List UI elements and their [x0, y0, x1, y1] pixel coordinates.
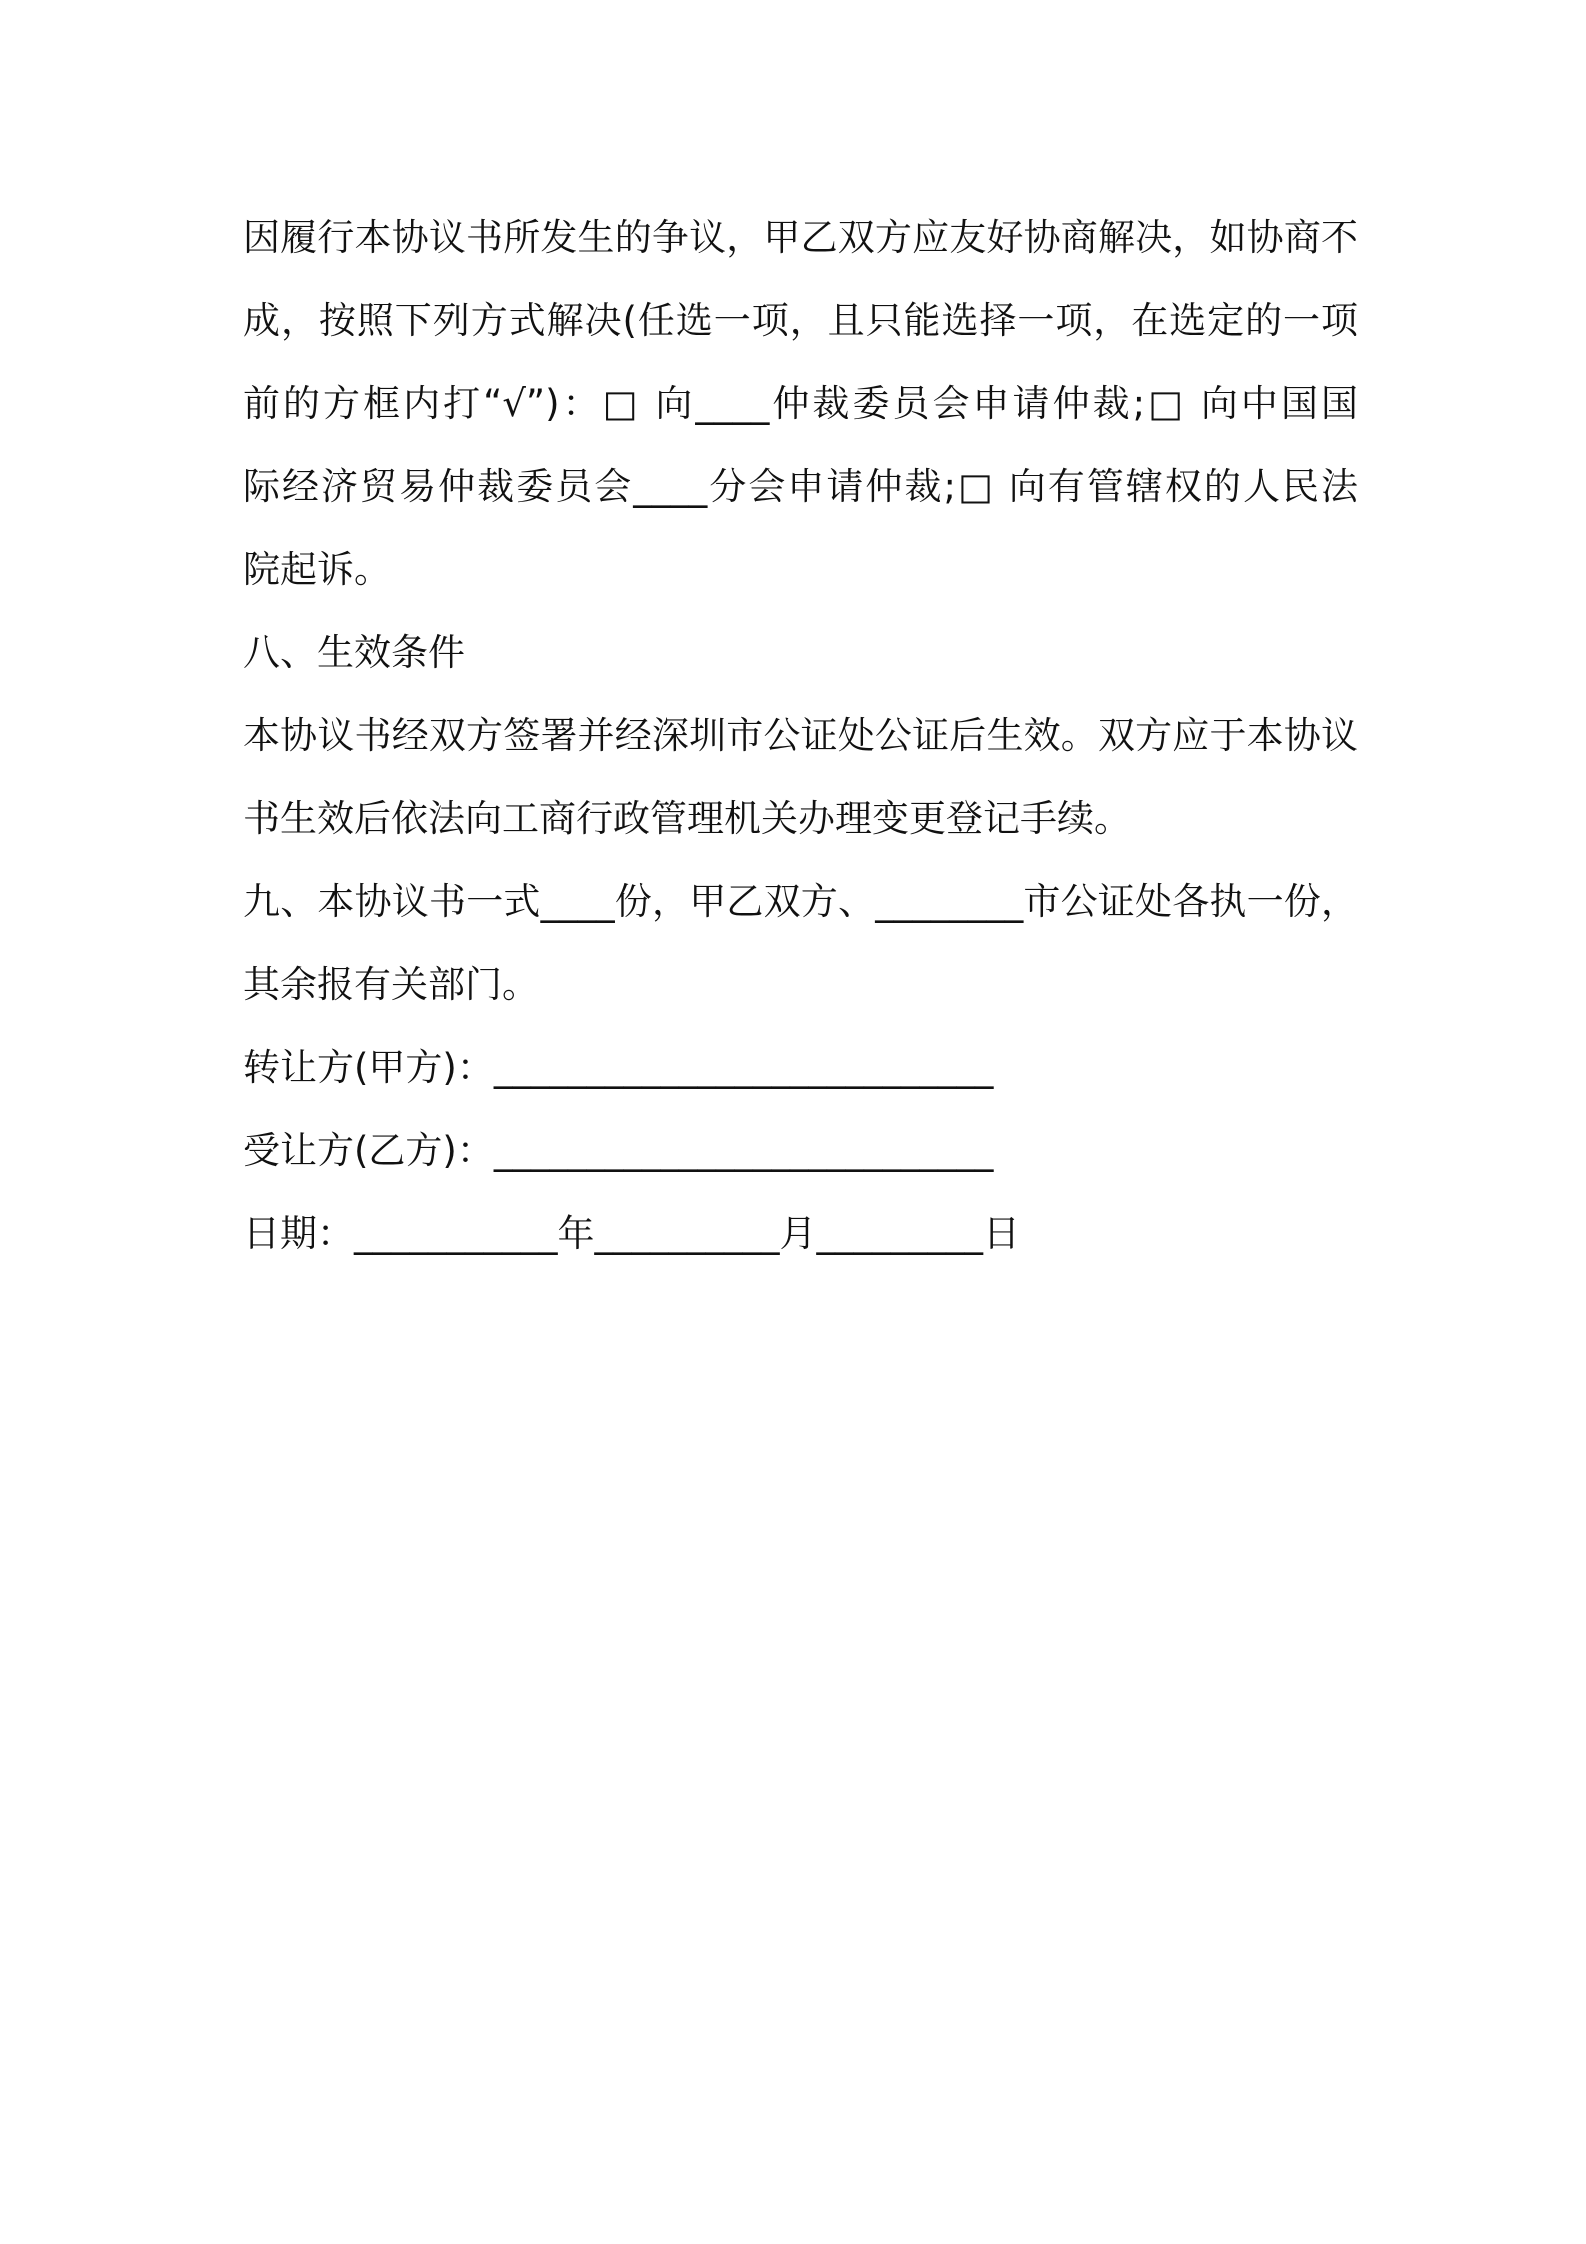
effective-conditions-paragraph [243, 694, 1358, 860]
date-line: 日期：___________年__________月_________日 [243, 1212, 1020, 1255]
paragraph-line: 因履行本协议书所发生的争议，甲乙双方应友好协商解决，如协商不 [243, 216, 1358, 259]
paragraph-line: 其余报有关部门。 [243, 963, 539, 1006]
paragraph-line: 九、本协议书一式____份，甲乙双方、________市公证处各执一份， [243, 880, 1358, 923]
paragraph-line: 院起诉。 [243, 548, 391, 591]
paragraph-line: 际经济贸易仲裁委员会____分会申请仲裁;□ 向有管辖权的人民法 [243, 465, 1358, 508]
paragraph-line: 书生效后依法向工商行政管理机关办理变更登记手续。 [243, 797, 1131, 840]
section-heading-effective-conditions: 八、生效条件 [243, 631, 465, 674]
dispute-resolution-paragraph [243, 196, 1358, 611]
paragraph-line: 前的方框内打“√”)：□ 向____仲裁委员会申请仲裁;□ 向中国国 [243, 382, 1358, 425]
copies-clause [243, 860, 1358, 1026]
document-body [243, 196, 1358, 1275]
transferor-signature-line: 转让方(甲方)：___________________________ [243, 1046, 994, 1089]
paragraph-line: 成，按照下列方式解决(任选一项，且只能选择一项，在选定的一项 [243, 299, 1358, 342]
transferee-signature-line: 受让方(乙方)：___________________________ [243, 1129, 994, 1172]
paragraph-line: 本协议书经双方签署并经深圳市公证处公证后生效。双方应于本协议 [243, 714, 1358, 757]
